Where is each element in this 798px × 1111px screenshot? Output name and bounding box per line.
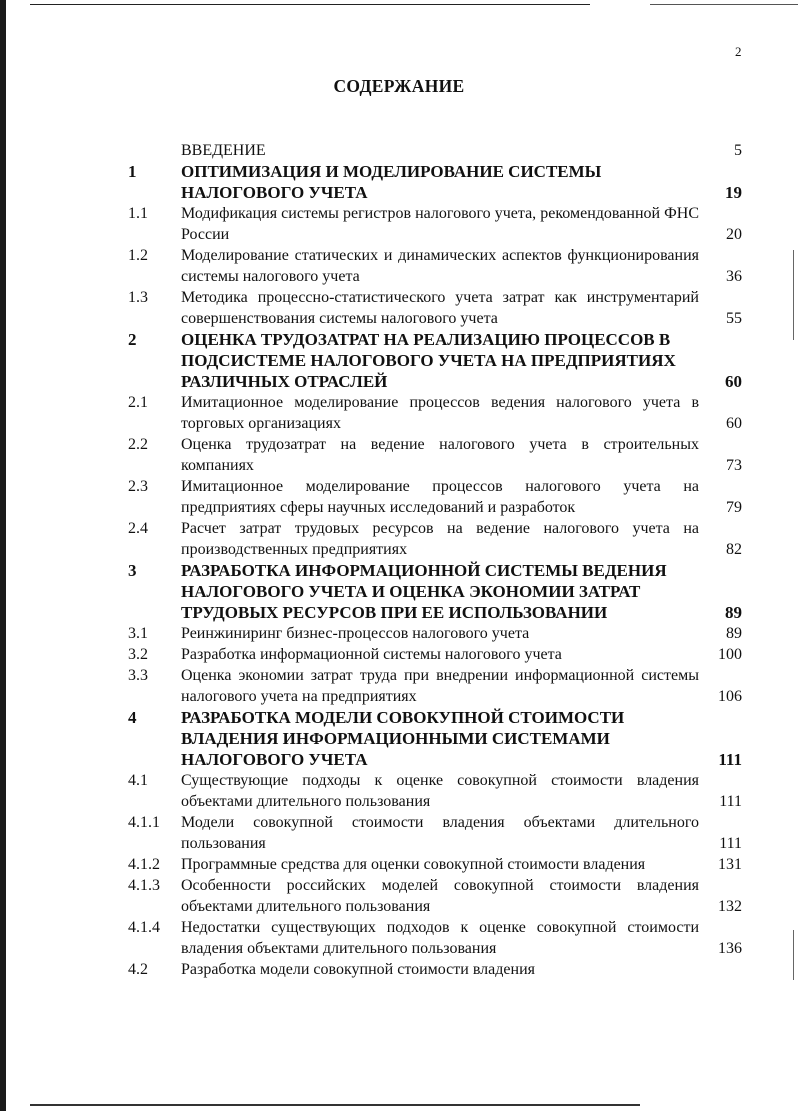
toc-entry-page: 111 xyxy=(719,835,742,852)
toc-entry-page: 79 xyxy=(726,499,742,516)
toc-entry xyxy=(0,392,798,434)
toc-entry-page: 73 xyxy=(726,457,742,474)
toc-entry-number: 3.3 xyxy=(128,667,148,684)
toc-entry-number: 3 xyxy=(128,561,137,580)
toc-entry-page: 36 xyxy=(726,268,742,285)
toc-entry-title: Расчет затрат трудовых ресурсов на ведение налогового учета на производственных предприятиях xyxy=(181,520,699,558)
toc-entry-page: 55 xyxy=(726,310,742,327)
toc-entry-page: 60 xyxy=(725,372,742,391)
toc-entry-number: 1.3 xyxy=(128,289,148,306)
toc-entry xyxy=(0,917,798,959)
toc-entry xyxy=(0,875,798,917)
toc-entry-page: 60 xyxy=(726,415,742,432)
toc-entry xyxy=(0,287,798,329)
toc-entry-title: Моделирование статических и динамических аспектов функционирования системы налогового учета xyxy=(181,247,699,285)
toc-entry-title: Имитационное моделирование процессов ведения налогового учета в торговых организациях xyxy=(181,394,699,432)
toc-entry-page: 89 xyxy=(726,625,742,642)
toc-entry-number: 4.1.1 xyxy=(128,814,160,831)
toc-chapter xyxy=(0,161,798,203)
toc-entry-page: 111 xyxy=(719,793,742,810)
toc-entry-number: 4.1.3 xyxy=(128,877,160,894)
toc-entry-title: РАЗРАБОТКА МОДЕЛИ СОВОКУПНОЙ СТОИМОСТИ ВЛАДЕНИЯ ИНФОРМАЦИОННЫМИ СИСТЕМАМИ НАЛОГОВОГО УЧЕТА xyxy=(181,708,625,769)
toc-entry-page: 82 xyxy=(726,541,742,558)
toc-entry-title: Модификация системы регистров налогового учета, рекомендованной ФНС России xyxy=(181,205,699,243)
page-number: 2 xyxy=(735,44,742,59)
toc-entry-page: 89 xyxy=(725,603,742,622)
toc-chapter xyxy=(0,329,798,392)
toc-entry xyxy=(0,140,798,161)
toc-entry xyxy=(0,665,798,707)
toc-entry xyxy=(0,245,798,287)
toc-entry-title: ОЦЕНКА ТРУДОЗАТРАТ НА РЕАЛИЗАЦИЮ ПРОЦЕССОВ В ПОДСИСТЕМЕ НАЛОГОВОГО УЧЕТА НА ПРЕДПРИЯТИЯХ РАЗЛИЧНЫХ ОТРАСЛЕЙ xyxy=(181,330,676,391)
toc-entry-title: Имитационное моделирование процессов налогового учета на предприятиях сферы научных исследований и разработок xyxy=(181,478,699,516)
toc-entry xyxy=(0,518,798,560)
toc-entry-page: 111 xyxy=(718,750,742,769)
toc-entry-title: Разработка информационной системы налогового учета xyxy=(181,646,562,663)
toc-chapter xyxy=(0,707,798,770)
toc-entry-number: 2.1 xyxy=(128,394,148,411)
toc-entry-page: 131 xyxy=(718,856,742,873)
toc-entry-title: ВВЕДЕНИЕ xyxy=(181,142,266,159)
toc-entry-number: 2.4 xyxy=(128,520,148,537)
toc-entry-number: 1.1 xyxy=(128,205,148,222)
toc-entry-number: 4.2 xyxy=(128,961,148,978)
table-of-contents xyxy=(0,140,798,980)
toc-entry xyxy=(0,644,798,665)
toc-entry-number: 4.1.4 xyxy=(128,919,160,936)
toc-entry-title: ОПТИМИЗАЦИЯ И МОДЕЛИРОВАНИЕ СИСТЕМЫ НАЛОГОВОГО УЧЕТА xyxy=(181,162,602,202)
toc-entry-title: Разработка модели совокупной стоимости владения xyxy=(181,961,535,978)
toc-entry-page: 20 xyxy=(726,226,742,243)
toc-entry-title: Оценка экономии затрат труда при внедрении информационной системы налогового учета на предприятиях xyxy=(181,667,699,705)
toc-entry xyxy=(0,434,798,476)
toc-entry-number: 4.1.2 xyxy=(128,856,160,873)
toc-entry-title: РАЗРАБОТКА ИНФОРМАЦИОННОЙ СИСТЕМЫ ВЕДЕНИЯ НАЛОГОВОГО УЧЕТА И ОЦЕНКА ЭКОНОМИИ ЗАТРАТ ТРУДОВЫХ РЕСУРСОВ ПРИ ЕЕ ИСПОЛЬЗОВАНИИ xyxy=(181,561,667,622)
toc-entry-title: Оценка трудозатрат на ведение налогового учета в строительных компаниях xyxy=(181,436,699,474)
toc-entry-page: 100 xyxy=(718,646,742,663)
scan-border-top xyxy=(30,4,590,5)
toc-entry-page: 106 xyxy=(718,688,742,705)
toc-entry-number: 4 xyxy=(128,708,137,727)
page-title: СОДЕРЖАНИЕ xyxy=(333,76,465,96)
toc-entry xyxy=(0,959,798,980)
toc-entry-number: 1.2 xyxy=(128,247,148,264)
toc-entry xyxy=(0,203,798,245)
toc-entry xyxy=(0,812,798,854)
toc-entry-number: 2.3 xyxy=(128,478,148,495)
toc-entry xyxy=(0,854,798,875)
toc-entry-page: 136 xyxy=(718,940,742,957)
toc-entry-page: 5 xyxy=(734,142,742,159)
toc-entry-title: Программные средства для оценки совокупной стоимости владения xyxy=(181,856,646,873)
toc-entry-number: 3.1 xyxy=(128,625,148,642)
toc-entry-number: 1 xyxy=(128,162,137,181)
toc-entry-title: Методика процессно-статистического учета затрат как инструментарий совершенствования системы налогового учета xyxy=(181,289,699,327)
toc-entry-title: Модели совокупной стоимости владения объектами длительного пользования xyxy=(181,814,699,852)
toc-entry-page: 132 xyxy=(718,898,742,915)
toc-entry-number: 3.2 xyxy=(128,646,148,663)
toc-entry-number: 2.2 xyxy=(128,436,148,453)
toc-entry-title: Существующие подходы к оценке совокупной стоимости владения объектами длительного пользования xyxy=(181,772,699,810)
toc-entry xyxy=(0,623,798,644)
toc-entry-title: Недостатки существующих подходов к оценке совокупной стоимости владения объектами длительного пользования xyxy=(181,919,699,957)
toc-entry-title: Реинжиниринг бизнес-процессов налогового учета xyxy=(181,625,530,642)
scan-border-top-right xyxy=(650,4,798,5)
toc-entry-page: 19 xyxy=(725,183,742,202)
toc-entry-number: 2 xyxy=(128,330,137,349)
toc-chapter xyxy=(0,560,798,623)
toc-entry-title: Особенности российских моделей совокупной стоимости владения объектами длительного пользования xyxy=(181,877,699,915)
toc-entry-number: 4.1 xyxy=(128,772,148,789)
scan-border-bottom xyxy=(30,1104,640,1106)
toc-entry xyxy=(0,770,798,812)
toc-entry xyxy=(0,476,798,518)
